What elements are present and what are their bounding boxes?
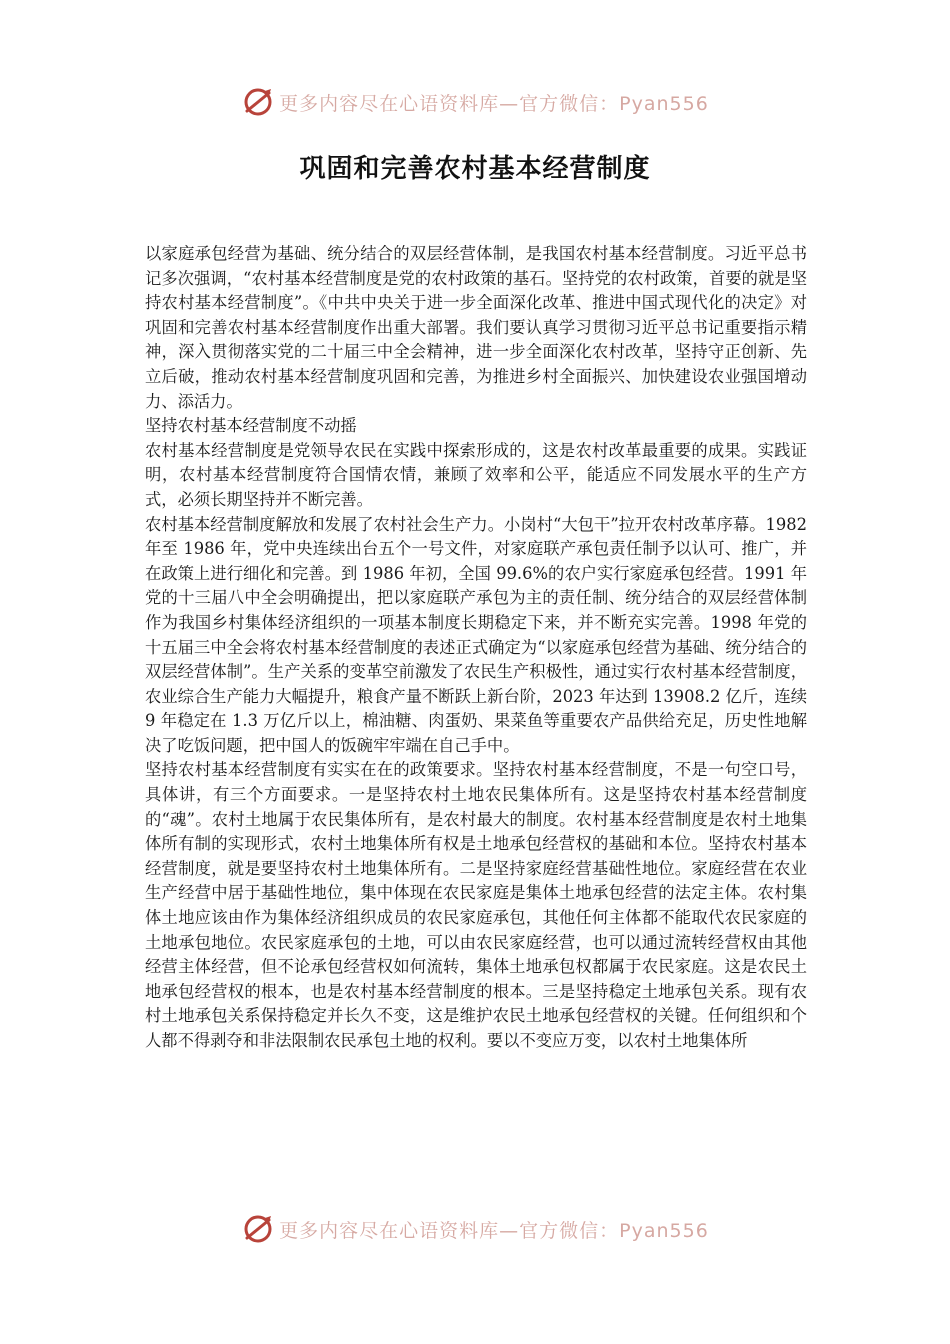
watermark-banner-bottom bbox=[0, 1209, 950, 1249]
watermark-text: 更多内容尽在心语资料库—官方微信：Pyan556 bbox=[279, 1219, 709, 1242]
logo-icon bbox=[241, 85, 275, 119]
paragraph: 农村基本经营制度是党领导农民在实践中探索形成的，这是农村改革最重要的成果。实践证明，农村基本经营制度符合国情农情，兼顾了效率和公平，能适应不同发展水平的生产方式，必须长期坚持并不断完善。 bbox=[145, 440, 807, 509]
paragraph: 坚持农村基本经营制度有实实在在的政策要求。坚持农村基本经营制度，不是一句空口号，具体讲，有三个方面要求。一是坚持农村土地农民集体所有。这是坚持农村基本经营制度的“魂”。农村土地属于农民集体所有，是农村最大的制度。农村基本经营制度是农村土地集体所有制的实现形式，农村土地集体所有权是土地承包经营权的基础和本位。坚持农村基本经营制度，就是要坚持农村土地集体所有。二是坚持家庭经营基础性地位。家庭经营在农业生产经营中居于基础性地位，集中体现在农民家庭是集体土地承包经营的法定主体。农村集体土地应该由作为集体经济组织成员的农民家庭承包，其他任何主体都不能取代农民家庭的土地承包地位。农民家庭承包的土地，可以由农民家庭经营，也可以通过流转经营权由其他经营主体经营，但不论承包经营权如何流转，集体土地承包权都属于农民家庭。这是农民土地承包经营权的根本，也是农村基本经营制度的根本。三是坚持稳定土地承包关系。现有农村土地承包关系保持稳定并长久不变，这是维护农民土地承包经营权的关键。任何组织和个人都不得剥夺和非法限制农民承包土地的权利。要以不变应万变，以农村土地集体所 bbox=[145, 760, 807, 1050]
paragraph-intro: 以家庭承包经营为基础、统分结合的双层经营体制，是我国农村基本经营制度。习近平总书记多次强调，“农村基本经营制度是党的农村政策的基石。坚持党的农村政策，首要的就是坚持农村基本经营制度”。《中共中央关于进一步全面深化改革、推进中国式现代化的决定》对巩固和完善农村基本经营制度作出重大部署。我们要认真学习贯彻习近平总书记重要指示精神，深入贯彻落实党的二十届三中全会精神，进一步全面深化农村改革，坚持守正创新、先立后破，推动农村基本经营制度巩固和完善，为推进乡村全面振兴、加快建设农业强国增动力、添活力。 bbox=[145, 244, 807, 411]
section-heading: 坚持农村基本经营制度不动摇 bbox=[145, 416, 357, 436]
page-title: 巩固和完善农村基本经营制度 bbox=[299, 154, 651, 184]
watermark-text: 更多内容尽在心语资料库—官方微信：Pyan556 bbox=[279, 92, 709, 115]
article-body bbox=[145, 242, 807, 1054]
watermark-banner-top bbox=[0, 82, 950, 122]
logo-icon bbox=[241, 1212, 275, 1246]
paragraph: 农村基本经营制度解放和发展了农村社会生产力。小岗村“大包干”拉开农村改革序幕。1982 年至 1986 年，党中央连续出台五个一号文件，对家庭联产承包责任制予以认可、推广，并在政策上进行细化和完善。到 1986 年初，全国 99.6%的农户实行家庭承包经营。1991 年党的十三届八中全会明确提出，把以家庭联产承包为主的责任制、统分结合的双层经营体制作为我国乡村集体经济组织的一项基本制度长期稳定下来，并不断充实完善。1998 年党的十五届三中全会将农村基本经营制度的表述正式确定为“以家庭承包经营为基础、统分结合的双层经营体制”。生产关系的变革空前激发了农民生产积极性，通过实行农村基本经营制度，农业综合生产能力大幅提升，粮食产量不断跃上新台阶，2023 年达到 13908.2 亿斤，连续 9 年稳定在 1.3 万亿斤以上，棉油糖、肉蛋奶、果菜鱼等重要农产品供给充足，历史性地解决了吃饭问题，把中国人的饭碗牢牢端在自己手中。 bbox=[145, 514, 807, 755]
